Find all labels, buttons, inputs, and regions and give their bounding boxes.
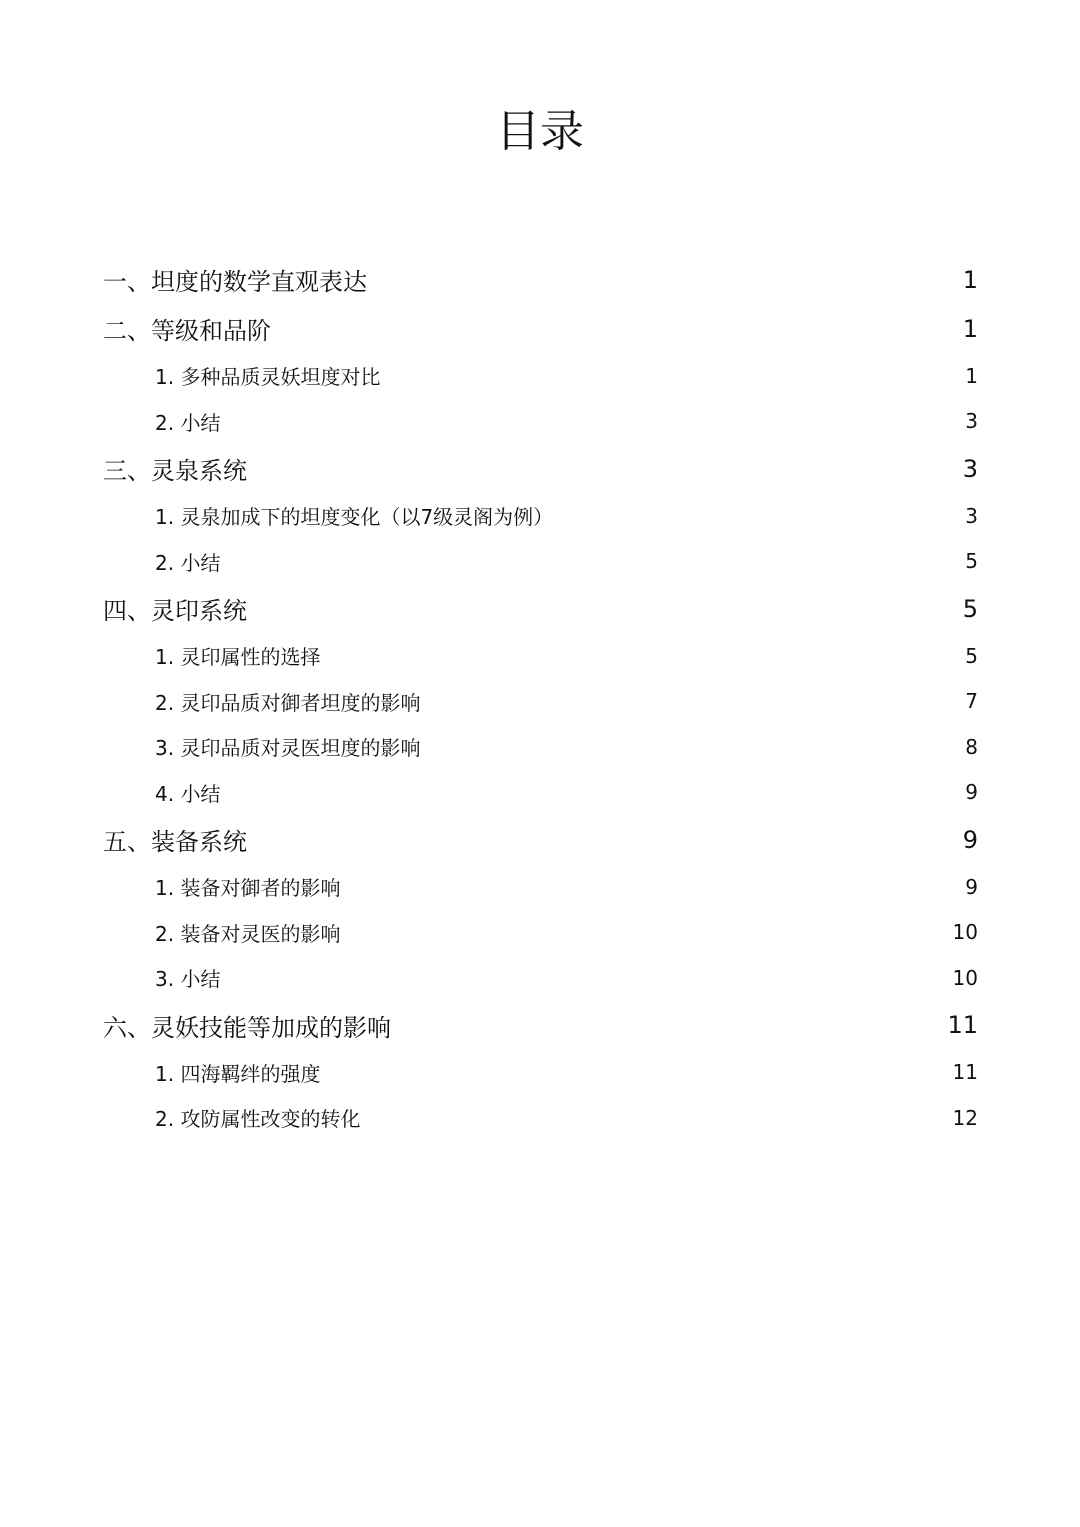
toc-entry-label: 2. 装备对灵医的影响 [155,921,341,946]
table-of-contents [103,255,978,1141]
toc-entry-subsection[interactable] [103,910,978,956]
toc-entry-subsection[interactable] [103,1095,978,1141]
toc-entry-subsection[interactable] [103,493,978,539]
toc-entry-page: 5 [965,549,978,574]
toc-entry-page: 8 [965,734,978,759]
toc-entry-subsection[interactable] [103,955,978,1001]
toc-entry-label: 1. 装备对御者的影响 [155,876,341,901]
toc-entry-section-1[interactable] [103,255,978,304]
toc-entry-page: 10 [952,920,978,945]
toc-entry-page: 3 [965,503,978,528]
toc-entry-label: 1. 灵泉加成下的坦度变化（以7级灵阁为例） [155,505,554,530]
page-title: 目录 [496,106,584,157]
toc-entry-subsection[interactable] [103,864,978,910]
toc-entry-label: 五、装备系统 [103,828,247,856]
toc-entry-page: 9 [965,780,978,805]
toc-entry-label: 2. 小结 [155,410,221,435]
toc-entry-label: 四、灵印系统 [103,597,247,625]
toc-entry-label: 3. 灵印品质对灵医坦度的影响 [155,736,421,761]
toc-entry-label: 3. 小结 [155,967,221,992]
toc-entry-subsection[interactable] [103,770,978,816]
toc-entry-page: 5 [962,594,978,623]
toc-entry-subsection[interactable] [103,724,978,770]
toc-entry-label: 六、灵妖技能等加成的影响 [103,1013,391,1042]
toc-entry-page: 1 [965,363,978,388]
toc-entry-label: 2. 灵印品质对御者坦度的影响 [155,690,421,715]
toc-entry-page: 9 [962,825,978,854]
toc-entry-subsection[interactable] [103,539,978,585]
toc-entry-section-5[interactable] [103,815,978,864]
toc-entry-page: 1 [962,265,978,294]
toc-entry-label: 1. 灵印属性的选择 [155,645,321,670]
toc-entry-section-6[interactable] [103,1001,978,1050]
toc-entry-label: 2. 小结 [155,550,221,575]
toc-entry-page: 5 [965,643,978,668]
toc-entry-label: 二、等级和品阶 [103,317,271,345]
toc-entry-label: 1. 四海羁绊的强度 [155,1061,321,1086]
toc-entry-subsection[interactable] [103,399,978,445]
toc-entry-page: 3 [962,454,978,483]
toc-entry-subsection[interactable] [103,1050,978,1096]
toc-entry-section-4[interactable] [103,584,978,633]
toc-entry-label: 一、坦度的数学直观表达 [103,268,367,296]
toc-entry-label: 三、灵泉系统 [103,457,247,485]
toc-entry-subsection[interactable] [103,679,978,725]
toc-entry-section-2[interactable] [103,304,978,353]
toc-entry-page: 7 [965,689,978,714]
toc-entry-page: 12 [952,1105,978,1130]
toc-entry-label: 4. 小结 [155,781,221,806]
toc-entry-page: 10 [952,965,978,990]
toc-entry-subsection[interactable] [103,633,978,679]
toc-entry-page: 3 [965,409,978,434]
toc-entry-label: 2. 攻防属性改变的转化 [155,1107,361,1132]
toc-entry-subsection[interactable] [103,353,978,399]
toc-entry-label: 1. 多种品质灵妖坦度对比 [155,365,381,390]
toc-entry-page: 1 [962,314,978,343]
toc-entry-page: 9 [965,874,978,899]
toc-entry-page: 11 [952,1060,978,1085]
toc-entry-page: 11 [947,1011,978,1039]
toc-entry-section-3[interactable] [103,444,978,493]
